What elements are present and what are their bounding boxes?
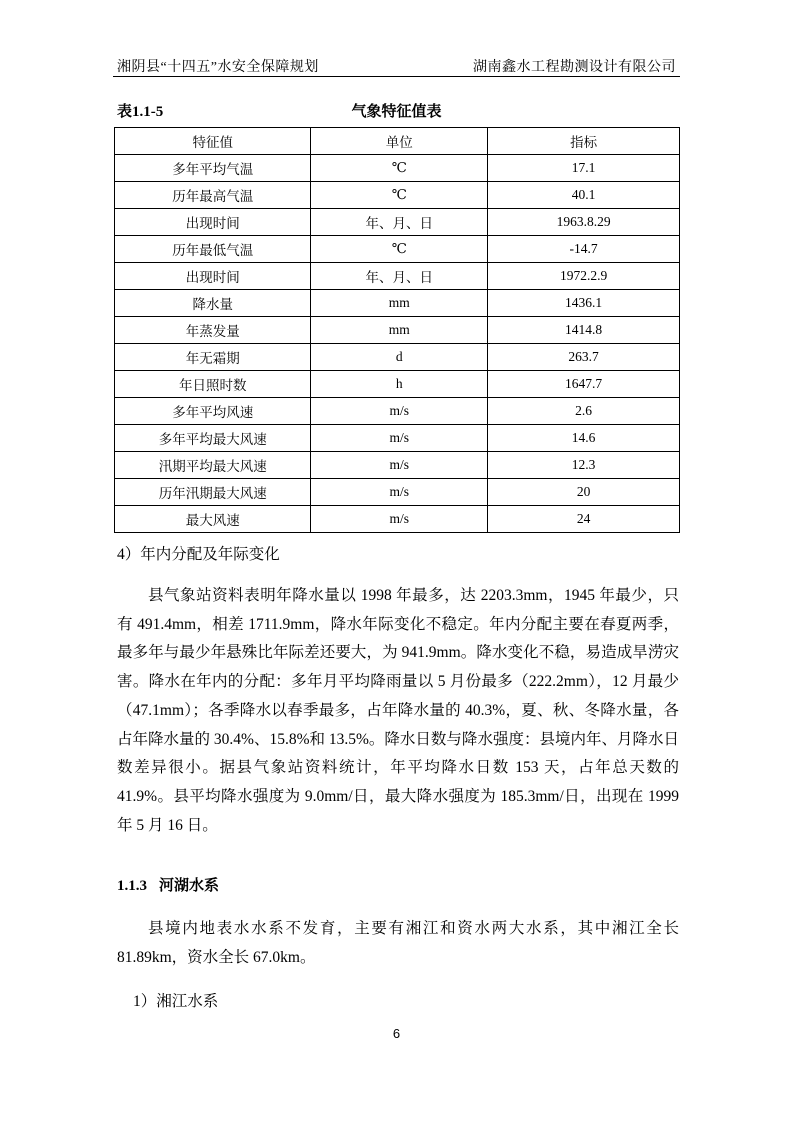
cell-unit: 年、月、日 bbox=[311, 263, 488, 290]
column-header-feature: 特征值 bbox=[115, 128, 311, 155]
table-row bbox=[115, 209, 680, 236]
cell-feature: 多年平均风速 bbox=[115, 398, 311, 425]
cell-feature: 年日照时数 bbox=[115, 371, 311, 398]
cell-feature: 年无霜期 bbox=[115, 344, 311, 371]
cell-unit: m/s bbox=[311, 452, 488, 479]
section-number: 1.1.3 bbox=[117, 878, 147, 894]
header-document-title: 湘阴县“十四五”水安全保障规划 bbox=[117, 60, 319, 75]
table-row bbox=[115, 236, 680, 263]
column-header-unit: 单位 bbox=[311, 128, 488, 155]
table-row bbox=[115, 317, 680, 344]
cell-unit: h bbox=[311, 371, 488, 398]
table-row bbox=[115, 479, 680, 506]
subheading-xiangjiang: 1）湘江水系 bbox=[133, 993, 219, 1010]
cell-unit: m/s bbox=[311, 506, 488, 533]
cell-feature: 降水量 bbox=[115, 290, 311, 317]
cell-value: 17.1 bbox=[488, 155, 680, 182]
cell-unit: d bbox=[311, 344, 488, 371]
cell-feature: 历年最低气温 bbox=[115, 236, 311, 263]
cell-unit: ℃ bbox=[311, 182, 488, 209]
column-header-value: 指标 bbox=[488, 128, 680, 155]
cell-feature: 出现时间 bbox=[115, 263, 311, 290]
cell-feature: 历年最高气温 bbox=[115, 182, 311, 209]
cell-value: 1972.2.9 bbox=[488, 263, 680, 290]
header-company-name: 湖南鑫水工程勘测设计有限公司 bbox=[473, 60, 676, 75]
cell-unit: 年、月、日 bbox=[311, 209, 488, 236]
cell-unit: m/s bbox=[311, 425, 488, 452]
cell-value: 1647.7 bbox=[488, 371, 680, 398]
table-row bbox=[115, 452, 680, 479]
cell-feature: 汛期平均最大风速 bbox=[115, 452, 311, 479]
table-body bbox=[115, 155, 680, 533]
table-label: 表1.1-5 bbox=[117, 104, 164, 120]
table-row bbox=[115, 263, 680, 290]
cell-value: -14.7 bbox=[488, 236, 680, 263]
cell-unit: m/s bbox=[311, 479, 488, 506]
cell-value: 12.3 bbox=[488, 452, 680, 479]
cell-value: 14.6 bbox=[488, 425, 680, 452]
cell-unit: ℃ bbox=[311, 236, 488, 263]
meteorological-table bbox=[114, 127, 680, 533]
cell-value: 2.6 bbox=[488, 398, 680, 425]
table-row bbox=[115, 398, 680, 425]
table-row bbox=[115, 371, 680, 398]
cell-feature: 年蒸发量 bbox=[115, 317, 311, 344]
table-header-row bbox=[115, 128, 680, 155]
paragraph-precipitation: 县气象站资料表明年降水量以 1998 年最多，达 2203.3mm，1945 年最少，只有 491.4mm，相差 1711.9mm，降水年际变化不稳定。年内分配主要在春夏两季，最多年与最少年悬殊比年际差还要大，为 941.9mm。降水变化不稳，易造成旱涝灾害。降水在年内的分配：多年月平均降雨量以 5 月份最多（222.2mm），12 月最少（47.1mm）；各季降水以春季最多，占年降水量的 40.3%，夏、秋、冬降水量，各占年降水量的 30.4%、15.8%和 13.5%。降水日数与降水强度：县境内年、月降水日数差异很小。据县气象站资料统计，年平均降水日数 153 天，占年总天数的 41.9%。县平均降水强度为 9.0mm/日，最大降水强度为 185.3mm/日，出现在 1999 年 5 月 16 日。 bbox=[117, 587, 679, 834]
cell-feature: 出现时间 bbox=[115, 209, 311, 236]
table-row bbox=[115, 290, 680, 317]
cell-value: 24 bbox=[488, 506, 680, 533]
cell-value: 1414.8 bbox=[488, 317, 680, 344]
cell-feature: 历年汛期最大风速 bbox=[115, 479, 311, 506]
cell-value: 40.1 bbox=[488, 182, 680, 209]
cell-unit: mm bbox=[311, 290, 488, 317]
table-row bbox=[115, 344, 680, 371]
table-title: 气象特征值表 bbox=[351, 102, 442, 120]
paragraph-river-system: 县境内地表水水系不发育，主要有湘江和资水两大水系，其中湘江全长 81.89km，资水全长 67.0km。 bbox=[117, 920, 679, 966]
subheading-annual-distribution: 4）年内分配及年际变化 bbox=[117, 546, 280, 563]
cell-value: 20 bbox=[488, 479, 680, 506]
cell-value: 263.7 bbox=[488, 344, 680, 371]
cell-feature: 多年平均最大风速 bbox=[115, 425, 311, 452]
cell-unit: ℃ bbox=[311, 155, 488, 182]
cell-value: 1436.1 bbox=[488, 290, 680, 317]
section-heading bbox=[117, 874, 219, 895]
header-divider bbox=[113, 76, 680, 77]
cell-value: 1963.8.29 bbox=[488, 209, 680, 236]
table-row bbox=[115, 182, 680, 209]
table-row bbox=[115, 506, 680, 533]
section-title: 河湖水系 bbox=[159, 878, 220, 894]
page-number: 6 bbox=[392, 1026, 401, 1041]
cell-feature: 多年平均气温 bbox=[115, 155, 311, 182]
cell-unit: mm bbox=[311, 317, 488, 344]
cell-unit: m/s bbox=[311, 398, 488, 425]
cell-feature: 最大风速 bbox=[115, 506, 311, 533]
table-row bbox=[115, 425, 680, 452]
table-row bbox=[115, 155, 680, 182]
